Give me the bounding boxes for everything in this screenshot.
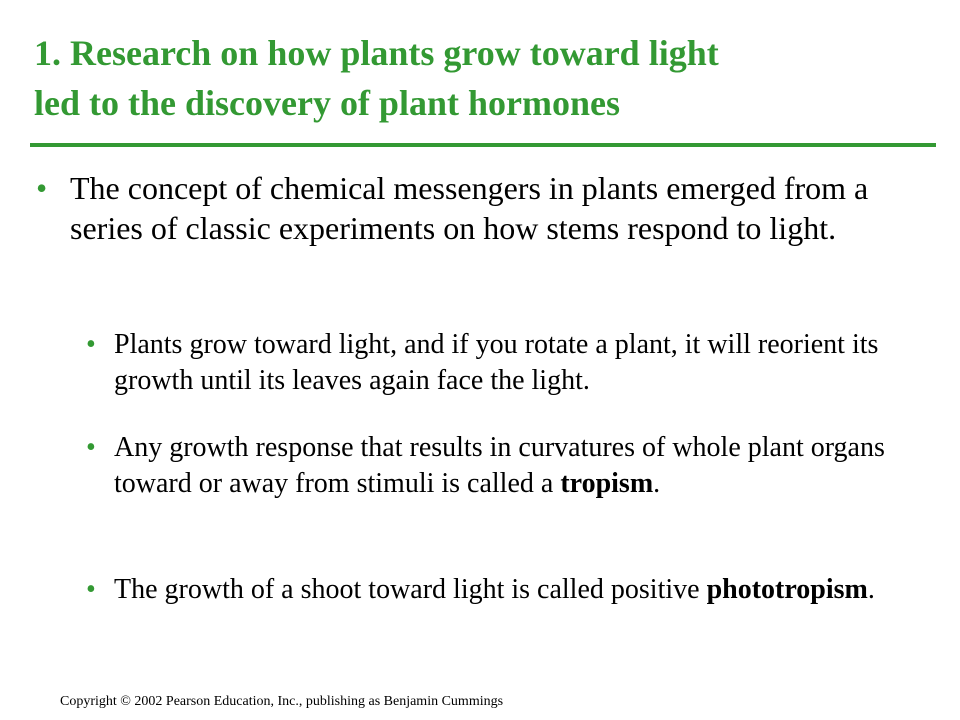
sub-bullet-period: . xyxy=(653,468,661,499)
copyright-footer: Copyright © 2002 Pearson Education, Inc., publishing as Benjamin Cummings xyxy=(60,694,504,709)
title-line-2: led to the discovery of plant hormones xyxy=(34,83,620,123)
main-bullet-text: The concept of chemical messengers in plants emerged from a series of classic experiments on how stems respond to light. xyxy=(70,170,869,246)
bullet-dot-icon: • xyxy=(36,170,48,206)
sub-bullet-text xyxy=(114,572,924,608)
keyword-phototropism: phototropism xyxy=(706,574,868,605)
sub-bullet-text-body: Plants grow toward light, and if you rotate a plant, it will reorient its growth until its leaves again face the light. xyxy=(114,329,879,396)
bullet-dot-icon: • xyxy=(86,432,96,463)
bullet-dot-icon: • xyxy=(86,329,96,360)
slide-title xyxy=(34,28,934,128)
title-line-1: 1. Research on how plants grow toward light xyxy=(34,33,719,73)
keyword-tropism: tropism xyxy=(560,468,654,499)
bullet-dot-icon: • xyxy=(86,574,96,605)
sub-bullet-text-body: The growth of a shoot toward light is called positive xyxy=(114,574,707,605)
title-divider xyxy=(30,143,936,147)
sub-bullet-text xyxy=(114,430,924,502)
sub-bullet-period: . xyxy=(867,574,875,605)
sub-bullet-text xyxy=(114,327,924,399)
sub-bullet-text-body: Any growth response that results in curvatures of whole plant organs toward or away from stimuli is called a xyxy=(114,432,885,499)
